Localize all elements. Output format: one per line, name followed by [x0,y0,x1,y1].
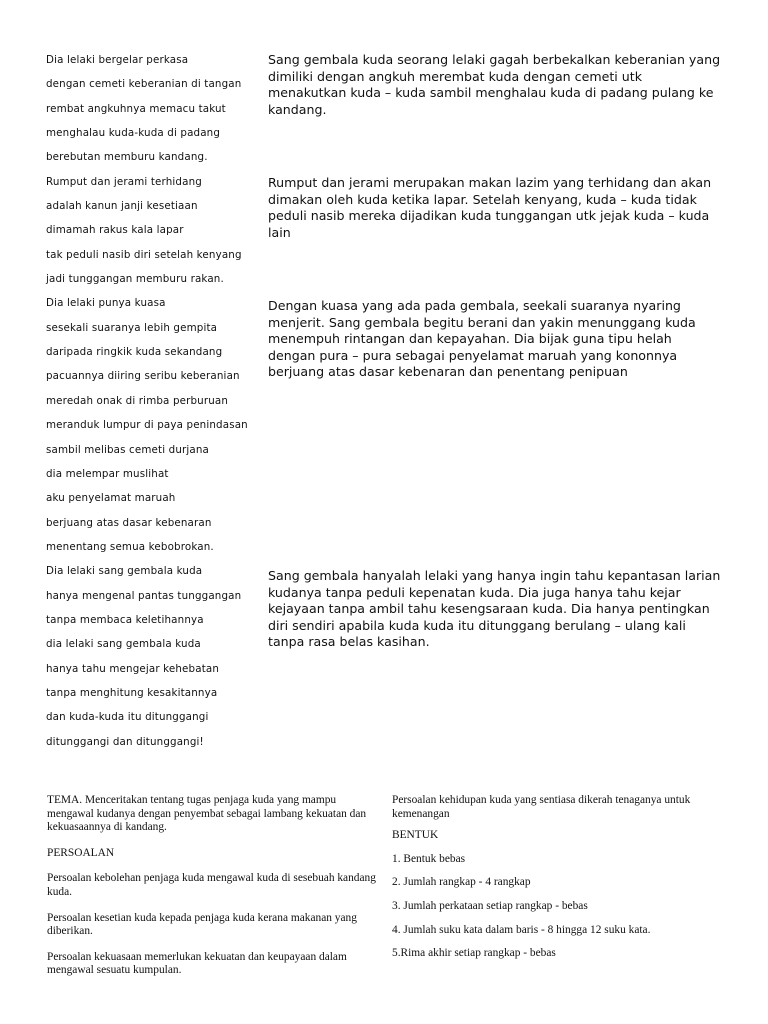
poem-line: rembat angkuhnya memacu takut [46,102,226,115]
poem-line: Rumput dan jerami terhidang [46,175,202,188]
bentuk-item: 4. Jumlah suku kata dalam baris - 8 hingga 12 suku kata. [392,923,651,936]
poem-line: ditunggangi dan ditunggangi! [46,735,204,748]
bentuk-heading: BENTUK [392,829,439,842]
poem-line: berebutan memburu kandang. [46,151,208,164]
poem-line: adalah kanun janji kesetiaan [46,200,198,213]
poem-line: meranduk lumpur di paya penindasan [46,419,248,432]
poem-line: berjuang atas dasar kebenaran [46,516,212,529]
theme-text: TEMA. Menceritakan tentang tugas penjaga kuda yang mampu mengawal kudanya dengan penyembat sebagai lambang kekuatan dan kekuasaannya di kandang. [47,794,367,834]
persoalan-heading: PERSOALAN [47,846,115,859]
persoalan-item: Persoalan kebolehan penjaga kuda mengawal kuda di sesebuah kandang kuda. [47,872,376,898]
poem-column [46,48,261,754]
meaning-paragraph-2: Rumput dan jerami merupakan makan lazim yang terhidang dan akan dimakan oleh kuda ketika lapar. Setelah kenyang, kuda – kuda tidak peduli nasib mereka dijadikan kuda tunggangan utk jejak kuda – kuda lain [268,175,712,240]
right-notes [392,794,722,961]
meaning-paragraph-3: Dengan kuasa yang ada pada gembala, seekali suaranya nyaring menjerit. Sang gembala begitu berani dan yakin menunggang kuda menempuh rintangan dan kepayahan. Dia bijak guna tipu helah dengan pura – pura sebagai penyelamat maruah yang kononnya berjuang atas dasar kebenaran dan penentang penipuan [268,298,696,379]
poem-line: menghalau kuda-kuda di padang [46,127,221,140]
meaning-paragraph-4: Sang gembala hanyalah lelaki yang hanya ingin tahu kepantasan larian kudanya tanpa peduli kepenatan kuda. Dia juga hanya tahu kejar kejayaan tanpa ambil tahu kesengsaraan kuda. Dia hanya pentingkan diri sendiri apabila kuda kuda itu ditunggang berulang – ulang kali tanpa rasa belas kasihan. [268,568,721,649]
poem-line: hanya mengenal pantas tunggangan [46,589,242,602]
poem-line: hanya tahu mengejar kehebatan [46,662,220,675]
poem-line: dimamah rakus kala lapar [46,224,184,237]
poem-line: tanpa membaca keletihannya [46,613,204,626]
poem-line: jadi tunggangan memburu rakan. [46,273,224,286]
meaning-paragraph-1: Sang gembala kuda seorang lelaki gagah berbekalkan keberanian yang dimiliki dengan angkuh merembat kuda dengan cemeti utk menakutkan kuda – kuda sambil menghalau kuda di padang pulang ke kandang. [268,52,721,117]
persoalan-item: Persoalan kesetian kuda kepada penjaga kuda kerana makanan yang diberikan. [47,911,357,938]
poem-line: daripada ringkik kuda sekandang [46,346,223,359]
poem-line: tak peduli nasib diri setelah kenyang [46,248,242,261]
poem-line: sambil melibas cemeti durjana [46,443,209,456]
poem-line: dengan cemeti keberanian di tangan [46,78,242,91]
poem-line: aku penyelamat maruah [46,492,176,505]
poem-line: Dia lelaki bergelar perkasa [46,54,189,66]
left-notes [47,794,377,978]
poem-line: tanpa menghitung kesakitannya [46,686,218,699]
poem-line: pacuannya diiring seribu keberanian [46,370,240,383]
poem-line: sesekali suaranya lebih gempita [46,321,218,334]
poem-line: dia melempar muslihat [46,467,169,480]
poem-line: Dia lelaki punya kuasa [46,297,166,310]
bentuk-item: 2. Jumlah rangkap - 4 rangkap [392,876,531,889]
poem-line: Dia lelaki sang gembala kuda [46,565,203,578]
poem-line: meredah onak di rimba perburuan [46,394,229,407]
bentuk-item: 1. Bentuk bebas [392,852,466,865]
poem-line: menentang semua kebobrokan. [46,540,214,553]
persoalan-item: Persoalan kehidupan kuda yang sentiasa dikerah tenaganya untuk kemenangan [392,794,691,820]
poem-line: dia lelaki sang gembala kuda [46,638,201,651]
poem-line: dan kuda-kuda itu ditunggangi [46,711,209,724]
persoalan-item: Persoalan kekuasaan memerlukan kekuatan dan keupayaan dalam mengawal sesuatu kumpulan. [47,950,347,977]
bentuk-item: 3. Jumlah perkataan setiap rangkap - bebas [392,899,588,912]
bentuk-item: 5.Rima akhir setiap rangkap - bebas [392,947,556,960]
